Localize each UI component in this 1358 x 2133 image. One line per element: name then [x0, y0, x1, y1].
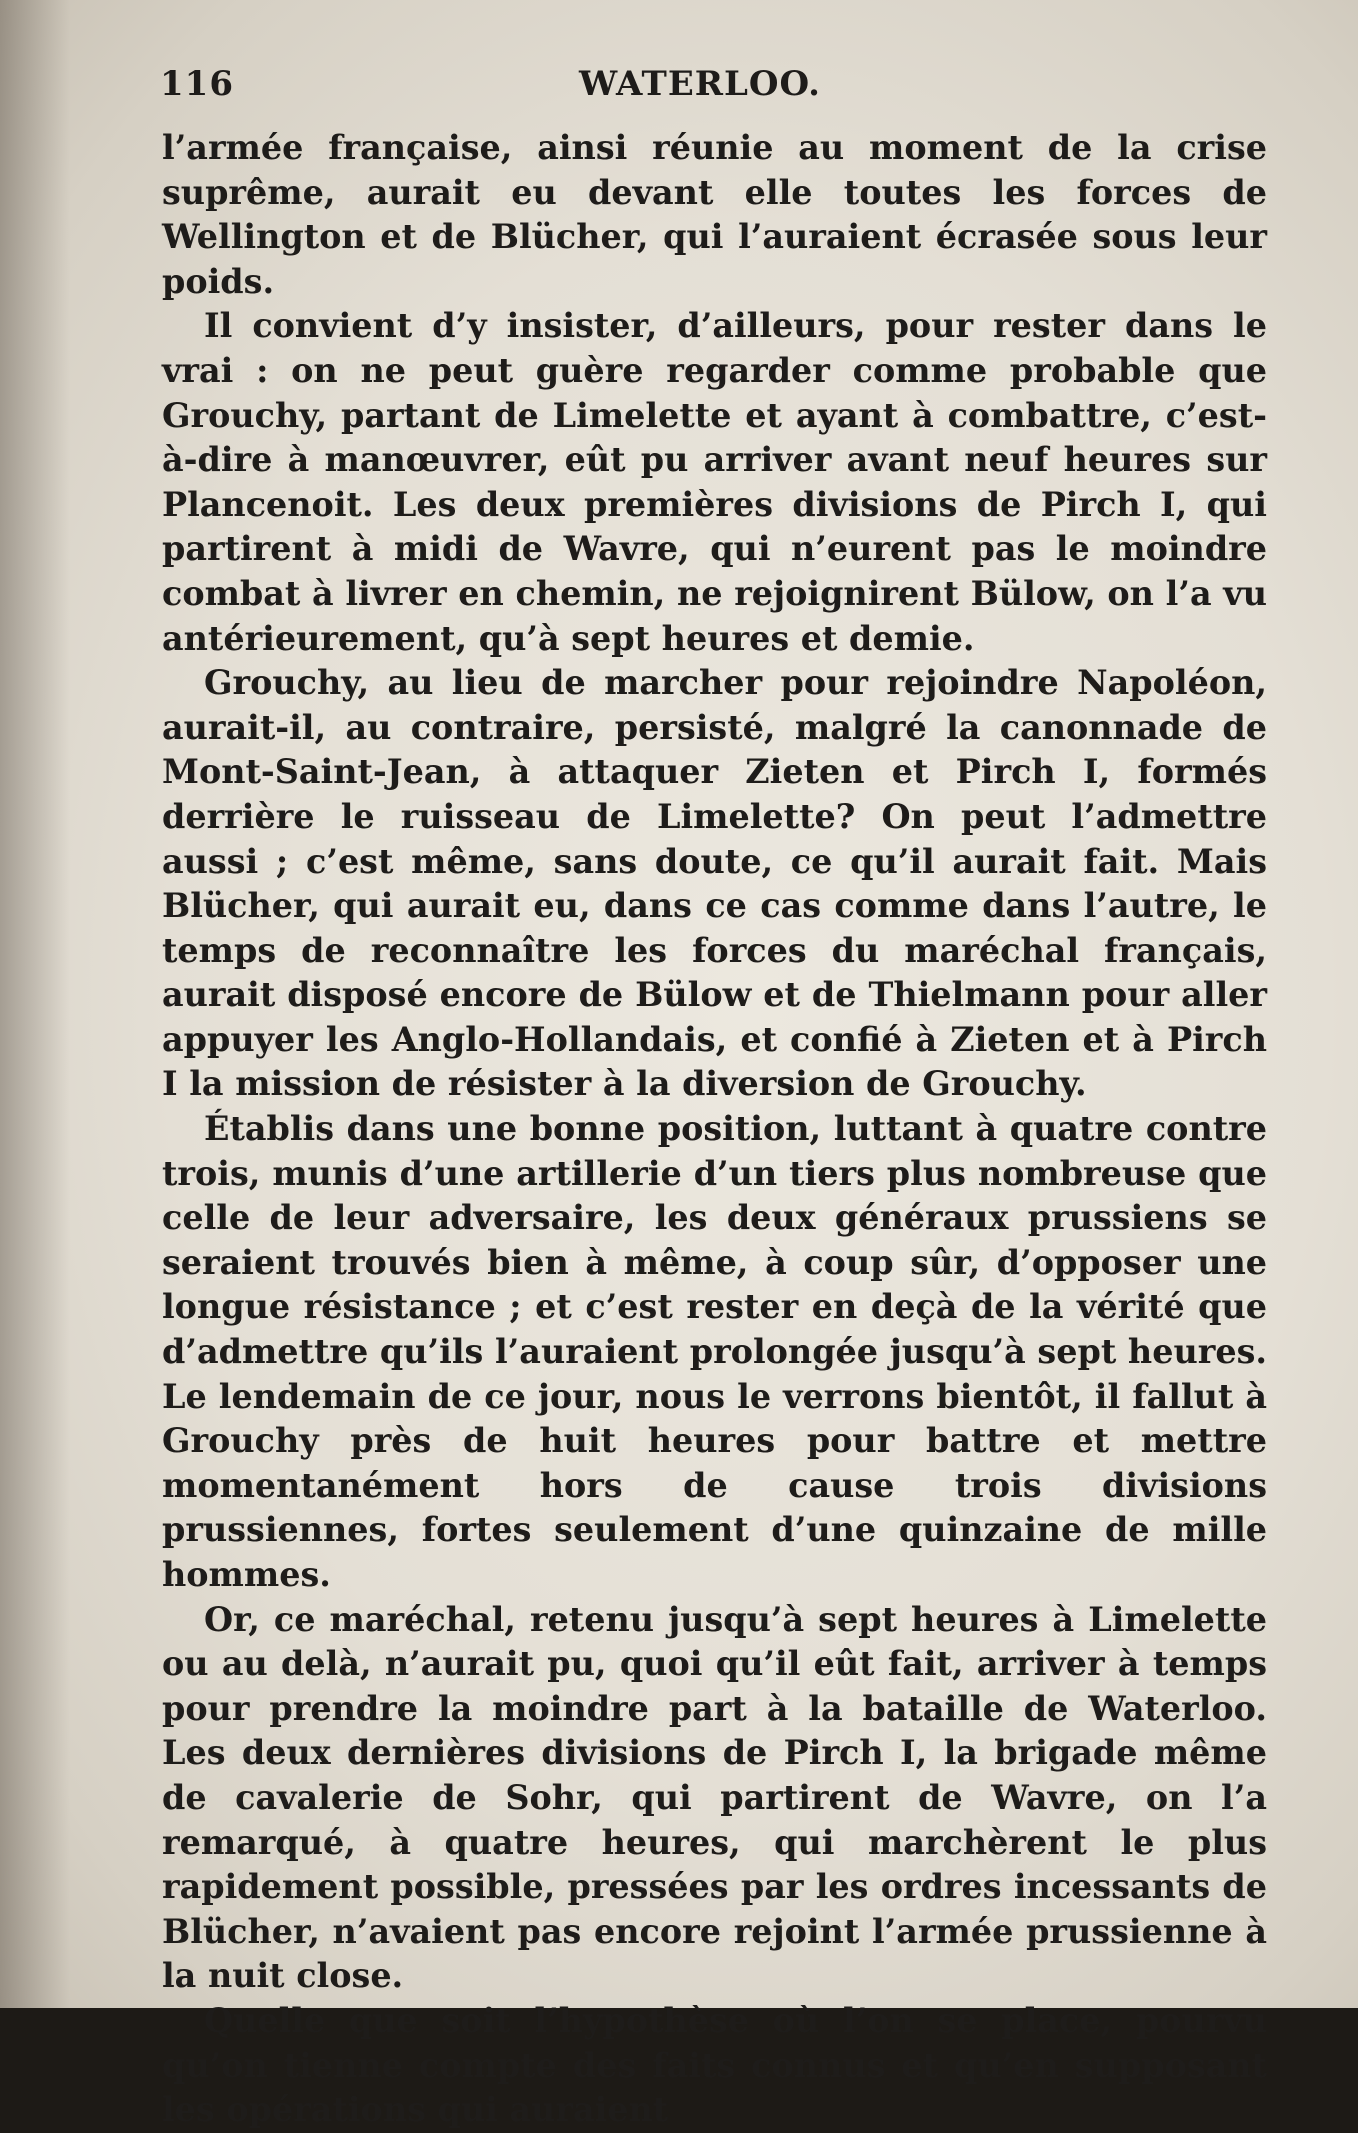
running-head [160, 64, 1240, 112]
paragraph: Quelle que soit l’hypothèse où l’on se place, pourvu qu’on tienne compte des faits connus et qu’en supposant les opérations qui auraient [162, 2000, 1267, 2130]
paragraph-continuation: l’armée française, ainsi réunie au moment de la crise suprême, aurait eu devant elle toutes les forces de Wellington et de Blücher, qui l’auraient écrasée sous leur poids. [162, 128, 1267, 301]
running-title: WATERLOO. [579, 64, 821, 104]
body-text [162, 126, 1267, 2133]
paragraph: Grouchy, au lieu de marcher pour rejoindre Napoléon, aurait-il, au contraire, persisté, malgré la canonnade de Mont-Saint-Jean, à attaquer Zieten et Pirch I, formés derrière le ruisseau de Limelette? On peut l’admettre aussi ; c’est même, sans doute, ce qu’il aurait fait. Mais Blücher, qui aurait eu, dans ce cas comme dans l’autre, le temps de reconnaître les forces du maréchal français, aurait disposé encore de Bülow et de Thielmann pour aller appuyer les Anglo-Hollandais, et confié à Zieten et à Pirch I la mission de résister à la diversion de Grouchy. [162, 663, 1267, 1104]
page-number: 116 [160, 64, 234, 104]
paragraph: Établis dans une bonne position, luttant à quatre contre trois, munis d’une artillerie d’un tiers plus nombreuse que celle de leur adversaire, les deux généraux prussiens se seraient trouvés bien à même, à coup sûr, d’opposer une longue résistance ; et c’est rester en deçà de la vérité que d’admettre qu’ils l’auraient prolongée jusqu’à sept heures. Le lendemain de ce jour, nous le verrons bientôt, il fallut à Grouchy près de huit heures pour battre et mettre momentanément hors de cause trois divisions prussiennes, fortes seulement d’une quinzaine de mille hommes. [162, 1109, 1267, 1594]
paragraph: Il convient d’y insister, d’ailleurs, pour rester dans le vrai : on ne peut guère regarder comme probable que Grouchy, partant de Limelette et ayant à combattre, c’est-à-dire à manœuvrer, eût pu arriver avant neuf heures sur Plancenoit. Les deux premières divisions de Pirch I, qui partirent à midi de Wavre, qui n’eurent pas le moindre combat à livrer en chemin, ne rejoignirent Bülow, on l’a vu antérieurement, qu’à sept heures et demie. [162, 306, 1267, 658]
paragraph: Or, ce maréchal, retenu jusqu’à sept heures à Limelette ou au delà, n’aurait pu, quoi qu’il eût fait, arriver à temps pour prendre la moindre part à la bataille de Waterloo. Les deux dernières divisions de Pirch I, la brigade même de cavalerie de Sohr, qui partirent de Wavre, on l’a remarqué, à quatre heures, qui marchèrent le plus rapidement possible, pressées par les ordres incessants de Blücher, n’avaient pas encore rejoint l’armée prussienne à la nuit close. [162, 1599, 1267, 1996]
